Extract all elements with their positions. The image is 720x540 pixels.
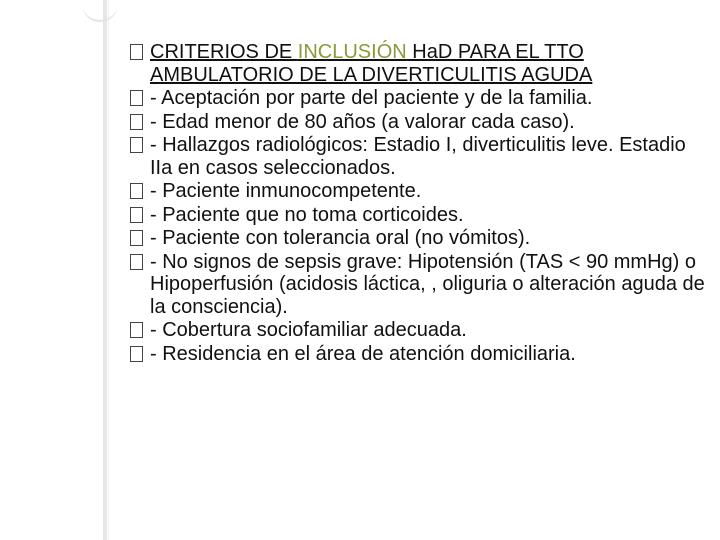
list-item [130, 251, 710, 319]
list-item-text: - Paciente con tolerancia oral (no vómitos). [150, 227, 531, 249]
list-item-text: - Paciente inmunocompetente. [150, 180, 422, 202]
bullet-box-icon [130, 322, 143, 338]
bullet-box-icon [130, 254, 143, 270]
list-item [130, 180, 710, 203]
slide-frame-line-inner [108, 0, 109, 540]
bullet-box-icon [130, 183, 143, 199]
list-item [130, 319, 710, 342]
bullet-box-icon [130, 346, 143, 362]
bullet-box-icon [130, 44, 143, 60]
bullet-box-icon [130, 137, 143, 153]
slide-title [130, 41, 710, 86]
list-item [130, 343, 710, 366]
list-item [130, 134, 710, 179]
bullet-box-icon [130, 114, 143, 130]
bullet-box-icon [130, 90, 143, 106]
list-item [130, 111, 710, 134]
list-item-text: - Cobertura sociofamiliar adecuada. [150, 319, 467, 341]
bullet-box-icon [130, 230, 143, 246]
list-item-text: - No signos de sepsis grave: Hipotensión (TAS < 90 mmHg) o Hipoperfusión (acidosis láctica, , oliguria o alteración aguda de la consciencia). [150, 250, 705, 318]
list-item-text: - Edad menor de 80 años (a valorar cada caso). [150, 110, 575, 133]
list-item [130, 204, 710, 227]
slide-content [130, 41, 710, 365]
list-item-text: - Paciente que no toma corticoides. [150, 203, 464, 226]
list-item-text: - Aceptación por parte del paciente y de la familia. [150, 87, 593, 109]
list-item [130, 227, 710, 250]
title-accent-word: INCLUSIÓN [297, 41, 407, 63]
slide-corner-ornament [82, 2, 118, 22]
list-item-text: - Hallazgos radiológicos: Estadio I, diverticulitis leve. Estadio IIa en casos seleccionados. [150, 134, 686, 179]
slide-frame-line [103, 0, 107, 540]
list-item-text: - Residencia en el área de atención domiciliaria. [150, 342, 576, 365]
title-text: CRITERIOS DE INCLUSIÓN HaD PARA EL TTO AMBULATORIO DE LA DIVERTICULITIS AGUDA [150, 41, 593, 86]
list-item [130, 87, 710, 110]
bullet-box-icon [130, 207, 143, 223]
